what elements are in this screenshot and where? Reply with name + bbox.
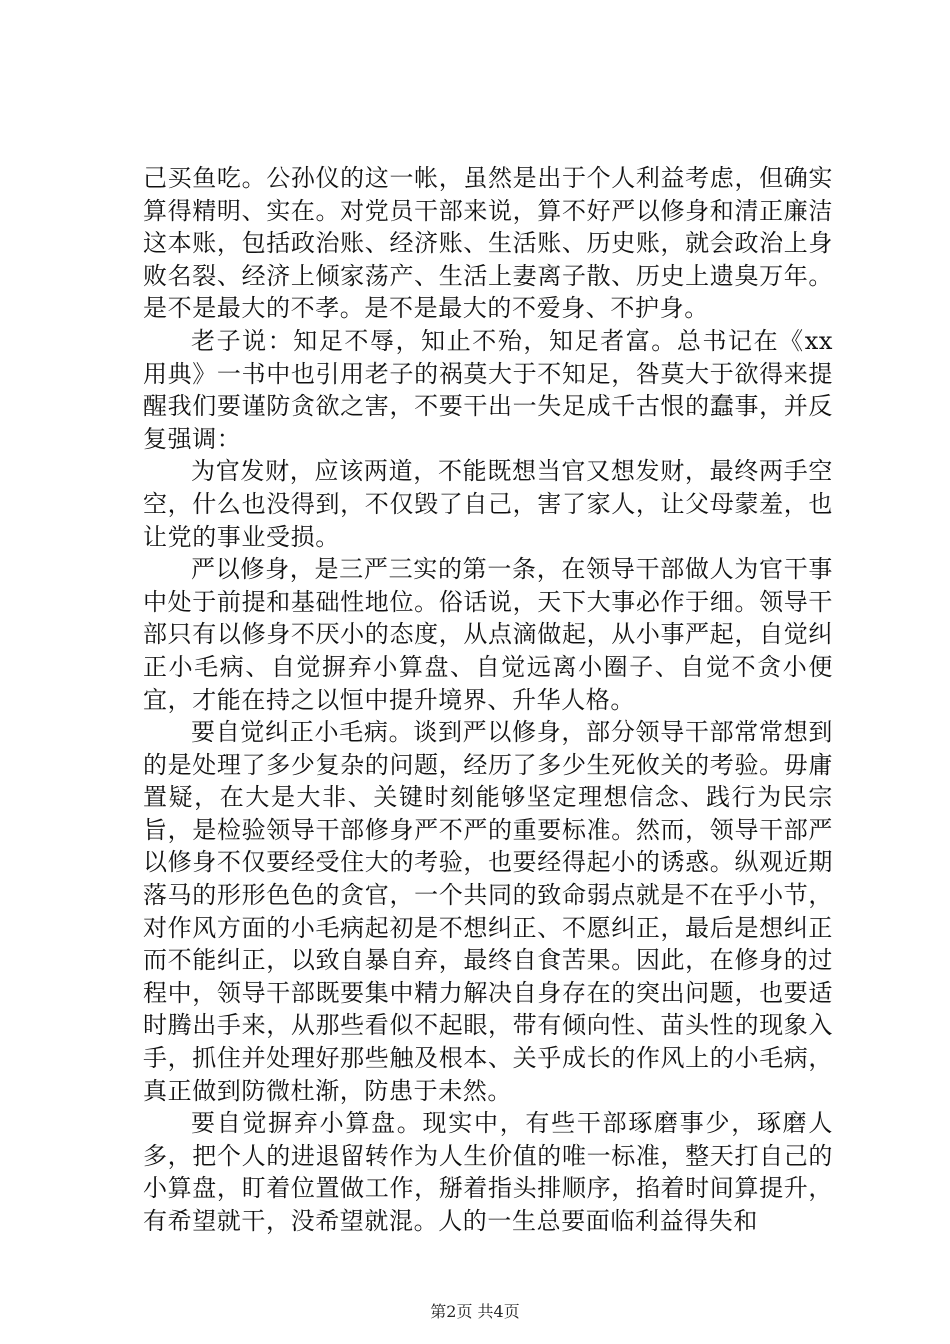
page-footer: 第2页 共4页 — [430, 1302, 520, 1321]
document-body — [143, 162, 833, 1238]
paragraph-2: 老子说：知足不辱，知止不殆，知足者富。总书记在《xx用典》一书中也引用老子的祸莫大于不知足，咎莫大于欲得来提醒我们要谨防贪欲之害，不要干出一失足成千古恨的蠢事，并反复强调： — [143, 326, 833, 453]
paragraph-1: 己买鱼吃。公孙仪的这一帐，虽然是出于个人利益考虑，但确实算得精明、实在。对党员干部来说，算不好严以修身和清正廉洁这本账，包括政治账、经济账、生活账、历史账，就会政治上身败名裂、经济上倾家荡产、生活上妻离子散、历史上遗臭万年。是不是最大的不孝。是不是最大的不爱身、不护身。 — [143, 164, 833, 323]
paragraph-3: 为官发财，应该两道，不能既想当官又想发财，最终两手空空，什么也没得到，不仅毁了自己，害了家人，让父母蒙羞，也让党的事业受损。 — [143, 457, 833, 551]
paragraph-6: 要自觉摒弃小算盘。现实中，有些干部琢磨事少，琢磨人多，把个人的进退留转作为人生价值的唯一标准，整天打自己的小算盘，盯着位置做工作，掰着指头排顺序，掐着时间算提升，有希望就干，没希望就混。人的一生总要面临利益得失和 — [143, 1109, 833, 1235]
paragraph-5: 要自觉纠正小毛病。谈到严以修身，部分领导干部常常想到的是处理了多少复杂的问题，经历了多少生死攸关的考验。毋庸置疑，在大是大非、关键时刻能够坚定理想信念、践行为民宗旨，是检验领导干部修身严不严的重要标准。然而，领导干部严以修身不仅要经受住大的考验，也要经得起小的诱惑。纵观近期落马的形形色色的贪官，一个共同的致命弱点就是不在乎小节，对作风方面的小毛病起初是不想纠正、不愿纠正，最后是想纠正而不能纠正，以致自暴自弃，最终自食苦果。因此，在修身的过程中，领导干部既要集中精力解决自身存在的突出问题，也要适时腾出手来，从那些看似不起眼，带有倾向性、苗头性的现象入手，抓住并处理好那些触及根本、关乎成长的作风上的小毛病，真正做到防微杜渐，防患于未然。 — [143, 718, 833, 1105]
paragraph-4: 严以修身，是三严三实的第一条，在领导干部做人为官干事中处于前提和基础性地位。俗话说，天下大事必作于细。领导干部只有以修身不厌小的态度，从点滴做起，从小事严起，自觉纠正小毛病、自觉摒弃小算盘、自觉远离小圈子、自觉不贪小便宜，才能在持之以恒中提升境界、升华人格。 — [143, 555, 833, 714]
